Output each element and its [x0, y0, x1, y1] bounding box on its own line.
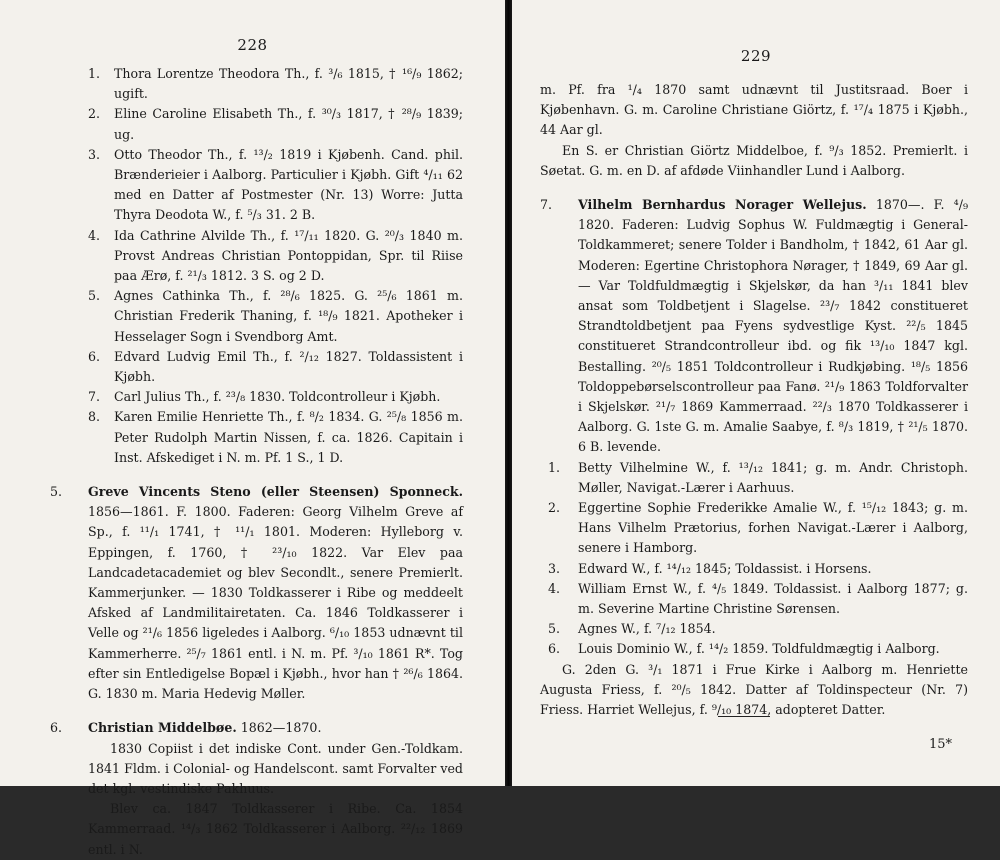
entry-number: 5. — [50, 484, 63, 500]
paragraph: En S. er Christian Giörtz Middelboe, f. ⁹/₃ 1852. Premierlt. i Søetat. G. m. en D. af afdøde Viinhandler Lund i Aalborg. — [540, 142, 968, 178]
list-item: 6. Louis Dominio W., f. ¹⁴/₂ 1859. Toldfuldmægtig i Aalborg. — [548, 641, 940, 657]
list-item: 4. William Ernst W., f. ⁴/₅ 1849. Toldassist. i Aalborg 1877; g. m. Severine Martine Christine Sørensen. — [548, 580, 968, 617]
signature-mark: 15* — [928, 737, 952, 752]
paragraph: 1830 Copiist i det indiske Cont. under Gen.-Toldkam. 1841 Fldm. i Colonial- og Handelscont. samt Forvalter ved det kgl. vestindiske Pakhuus. — [88, 740, 463, 796]
entry-text: 1870—. F. ⁴/₉ 1820. Faderen: Ludvig Sophus W. Fuldmægtig i General-Toldkammeret; senere Tolder i Bandholm, † 1842, 61 Aar gl. Moderen: Egertine Christophora Nørager, † 1849, 69 Aar gl. — Var Toldfuldmægtig i Skjelskør, da han ³/₁₁ 1841 blev ansat som Toldbetjent i Slagelse. ²³/₇ 1842 constitueret Strandtoldbetjent paa Fyens sydvestlige Kyst. ²²/₅ 1845 constitueret Strandcontrolleur ibd. og fik ¹³/₁₀ 1847 kgl. Bestalling. ²⁰/₅ 1851 Toldcontrolleur i Rudkjøbing. ¹⁸/₅ 1856 Toldoppebørselscontrolleur paa Fanø. ²¹/₉ 1863 Toldforvalter i Skjelskør. ²¹/₇ 1869 Kammerraad. ²²/₃ 1870 Toldkasserer i Aalborg. G. 1ste G. m. Amalie Saabye, f. ⁸/₃ 1819, † ²¹/₅ 1870. 6 B. levende. — [578, 197, 968, 455]
list-item: 1. Thora Lorentze Theodora Th., f. ³/₆ 1815, † ¹⁶/₉ 1862; ugift. — [88, 66, 463, 102]
list-item: 6. Edvard Ludvig Emil Th., f. ²/₁₂ 1827. Toldassistent i Kjøbh. — [88, 348, 463, 385]
paragraph: G. 2den G. ³/₁ 1871 i Frue Kirke i Aalborg m. Henriette Augusta Friess, f. ²⁰/₅ 1842. Datter af Toldinspecteur (Nr. 7) Friess. Harriet Wellejus, f. ⁹/₁₀ 1874, adopteret Datter. — [540, 661, 968, 718]
list-item: 8. Karen Emilie Henriette Th., f. ⁸/₂ 1834. G. ²⁵/₈ 1856 m. Peter Rudolph Martin Nissen, f. ca. 1826. Capitain i Inst. Afskediget i N. m. Pf. 1 S., 1 D. — [88, 409, 463, 465]
list-item: 2. Eggertine Sophie Frederikke Amalie W., f. ¹⁵/₁₂ 1843; g. m. Hans Vilhelm Prætorius, forhen Navigat.-Lærer i Aalborg, senere i Hamborg. — [548, 500, 968, 556]
left-page-text — [50, 64, 463, 860]
paragraph: m. Pf. fra ¹/₄ 1870 samt udnævnt til Justitsraad. Boer i Kjøbenhavn. G. m. Caroline Christiane Giörtz, f. ¹⁷/₄ 1875 i Kjøbh., 44 Aar gl. — [540, 82, 968, 138]
list-item: 1. Betty Vilhelmine W., f. ¹³/₁₂ 1841; g. m. Andr. Christoph. Møller, Navigat.-Lærer i Aarhuus. — [548, 459, 968, 495]
entry-text: 1862—1870. — [240, 720, 322, 736]
list-item: 4. Ida Cathrine Alvilde Th., f. ¹⁷/₁₁ 1820. G. ²⁰/₃ 1840 m. Provst Andreas Christian Pontoppidan, Spr. til Riise paa Ærø, f. ²¹/₃ 1812. 3 S. og 2 D. — [88, 227, 463, 284]
entry-number: 6. — [50, 720, 63, 736]
entry-sponneck — [50, 482, 463, 704]
page-number-right: 229 — [740, 47, 772, 65]
book-gutter — [505, 0, 512, 786]
list-item: 7. Carl Julius Th., f. ²³/₈ 1830. Toldcontrolleur i Kjøbh. — [88, 389, 441, 405]
entry-text: 1856—1861. F. 1800. Faderen: Georg Vilhelm Greve af Sp., f. ¹¹/₁ 1741, † ¹¹/₁ 1801. Moderen: Hylleborg v. Eppingen, f. 1760, † ²³/₁₀ 1822. Var Elev paa Landcadetacademiet og blev Secondlt., senere Premierlt. Kammerjunker. — 1830 Toldkasserer i Ribe og meddeelt Afsked af Landmilitairetaten. Ca. 1846 Toldkasserer i Velle og ²¹/₆ 1856 ligeledes i Aalborg. ⁶/₁₀ 1853 udnævnt til Kammerherre. ²⁵/₇ 1861 entl. i N. m. Pf. ³/₁₀ 1861 R*. Tog efter sin Entledigelse Bopæl i Kjøbh., hvor han † ²⁶/₆ 1864. G. 1830 m. Maria Hedevig Møller. — [88, 504, 463, 702]
entry-name: Greve Vincents Steno (eller Steensen) Sponneck. — [88, 484, 463, 500]
entry-wellejus — [540, 195, 968, 458]
entry-name: Vilhelm Bernhardus Norager Wellejus. — [578, 197, 867, 213]
list-item: 3. Otto Theodor Th., f. ¹³/₂ 1819 i Kjøbenh. Cand. phil. Brænderieier i Aalborg. Particulier i Kjøbh. Gift ⁴/₁₁ 62 med en Datter af Postmester (Nr. 13) Worre: Jutta Thyra Deodota W., f. ⁵/₃ 31. 2 B. — [88, 146, 463, 223]
right-page — [512, 0, 1000, 786]
list-item: 2. Eline Caroline Elisabeth Th., f. ³⁰/₃ 1817, † ²⁸/₉ 1839; ug. — [88, 106, 463, 142]
list-item: 5. Agnes Cathinka Th., f. ²⁸/₆ 1825. G. ²⁵/₆ 1861 m. Christian Frederik Thaning, f. ¹⁸/₉ 1821. Apotheker i Hesselager Sogn i Svendborg Amt. — [88, 288, 463, 344]
children-list-left — [88, 64, 463, 468]
list-item: 5. Agnes W., f. ⁷/₁₂ 1854. — [548, 621, 716, 637]
entry-middelboe — [50, 718, 463, 859]
entry-name: Christian Middelbøe. — [88, 720, 237, 736]
page-number-left: 228 — [237, 36, 268, 54]
right-page-text — [540, 80, 968, 720]
list-item: 3. Edward W., f. ¹⁴/₁₂ 1845; Toldassist. i Horsens. — [548, 560, 872, 576]
divider — [718, 716, 770, 717]
children-list-right — [548, 458, 968, 660]
paragraph: Blev ca. 1847 Toldkasserer i Ribe. Ca. 1854 Kammerraad. ¹⁴/₃ 1862 Toldkasserer i Aalborg. ²²/₁₂ 1869 entl. i N. — [88, 801, 463, 857]
entry-number: 7. — [540, 197, 553, 213]
